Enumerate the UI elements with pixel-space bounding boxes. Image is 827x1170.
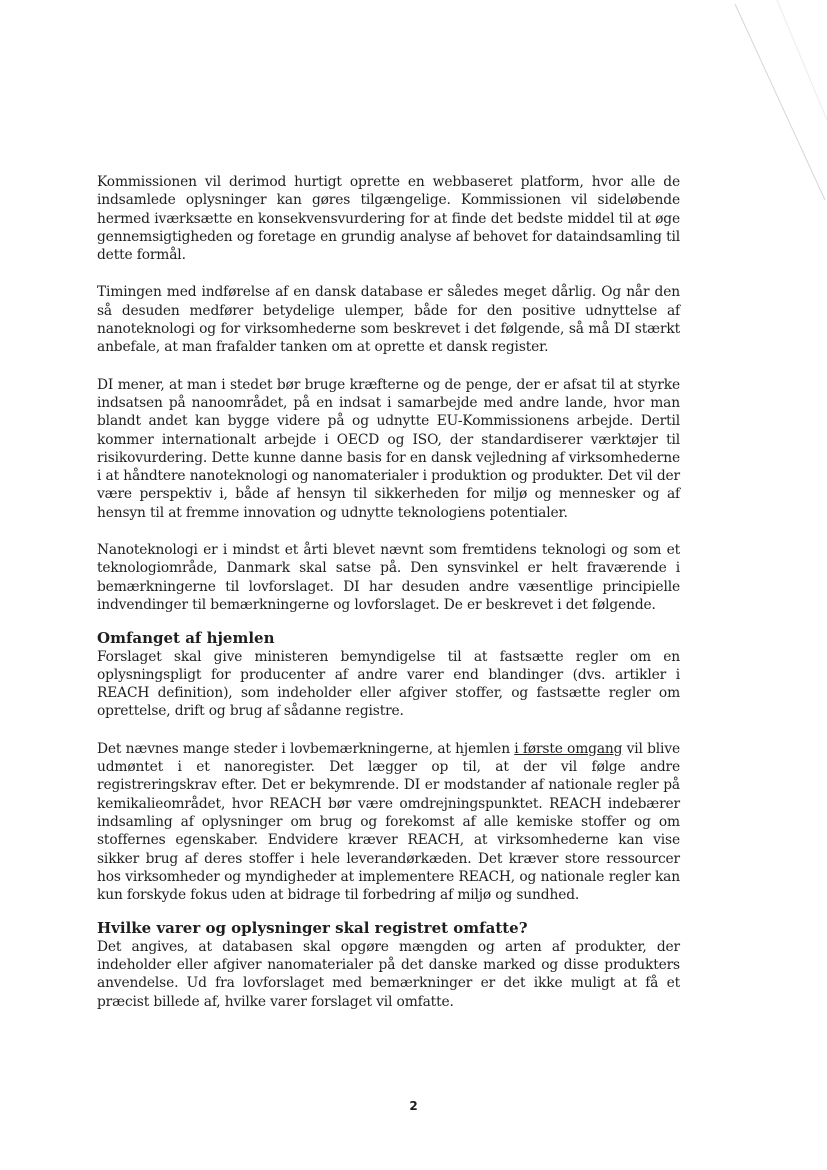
paragraph-first-stage	[97, 740, 680, 905]
page-number: 2	[409, 1099, 418, 1113]
paragraph-nanotechnology: Nanoteknologi er i mindst et årti blevet nævnt som fremtidens teknologi og som et teknologiområde, Danmark skal satse på. Den synsvinkel er helt fraværende i bemærkningerne til lovforslaget. DI har desuden andre væsentlige principielle indvendinger til bemærkningerne og lovforslaget. De er beskrevet i det følgende.	[97, 542, 680, 613]
heading-registry-coverage: Hvilke varer og oplysninger skal registret omfatte?	[97, 919, 528, 938]
paragraph-di-opinion: DI mener, at man i stedet bør bruge kræfterne og de penge, der er afsat til at styrke indsatsen på nanoområdet, på en indsat i samarbejde med andre lande, hvor man blandt andet kan bygge videre på og udnytte EU-Kommissionens arbejde. Dertil kommer internationalt arbejde i OECD og ISO, der standardiserer værktøjer til risikovurdering. Dette kunne danne basis for en dansk vejledning af virksomhederne i at håndtere nanoteknologi og nanomaterialer i produktion og produkter. Det vil der være perspektiv i, både af hensyn til sikkerheden for miljø og mennesker og af hensyn til at fremme innovation og udnytte teknologiens potentialer.	[97, 376, 680, 521]
paragraph-scope: Forslaget skal give ministeren bemyndigelse til at fastsætte regler om en oplysningspligt for producenter af andre varer end blandinger (dvs. artikler i REACH definition), som indeholder eller afgiver stoffer, og fastsætte regler om oprettelse, drift og brug af sådanne registre.	[97, 648, 680, 720]
underlined-phrase: i første omgang	[514, 740, 623, 757]
paragraph-timing: Timingen med indførelse af en dansk database er således meget dårlig. Og når den så desuden medfører betydelige ulemper, både for den positive udnyttelse af nanoteknologi og for virksomhederne som beskrevet i det følgende, så må DI stærkt anbefale, at man frafalder tanken om at oprette et dansk register.	[97, 284, 680, 356]
scan-corner-mark	[717, 0, 827, 210]
heading-scope: Omfanget af hjemlen	[97, 629, 275, 648]
paragraph-webbased-platform: Kommissionen vil derimod hurtigt oprette en webbaseret platform, hvor alle de indsamlede oplysninger kan gøres tilgængelige. Kommissionen vil sideløbende hermed iværksætte en konsekvensvurdering for at finde det bedste middel til at øge gennemsigtigheden og foretage en grundig analyse af behovet for dataindsamling til dette formål.	[97, 174, 680, 264]
document-body	[97, 173, 680, 1011]
paragraph-first-stage-start: Det nævnes mange steder i lovbemærkningerne, at hjemlen	[97, 740, 515, 757]
paragraph-first-stage-rest: vil blive udmøntet i et nanoregister. Det lægger op til, at der vil følge andre registreringskrav efter. Det er bekymrende. DI er modstander af nationale regler på kemikalieområdet, hvor REACH bør være omdrejningspunktet. REACH indebærer indsamling af oplysninger om brug og forekomst af alle kemiske stoffer og om stoffernes egenskaber. Endvidere kræver REACH, at virksomhederne kan vise sikker brug af deres stoffer i hele leverandørkæden. Det kræver store ressourcer hos virksomheder og myndigheder at implementere REACH, og nationale regler kan kun forskyde fokus uden at bidrage til forbedring af miljø og sundhed.	[97, 740, 680, 904]
paragraph-registry-coverage: Det angives, at databasen skal opgøre mængden og arten af produkter, der indeholder eller afgiver nanomaterialer på det danske marked og disse produkters anvendelse. Ud fra lovforslaget med bemærkninger er det ikke muligt at få et præcist billede af, hvilke varer forslaget vil omfatte.	[97, 938, 680, 1010]
